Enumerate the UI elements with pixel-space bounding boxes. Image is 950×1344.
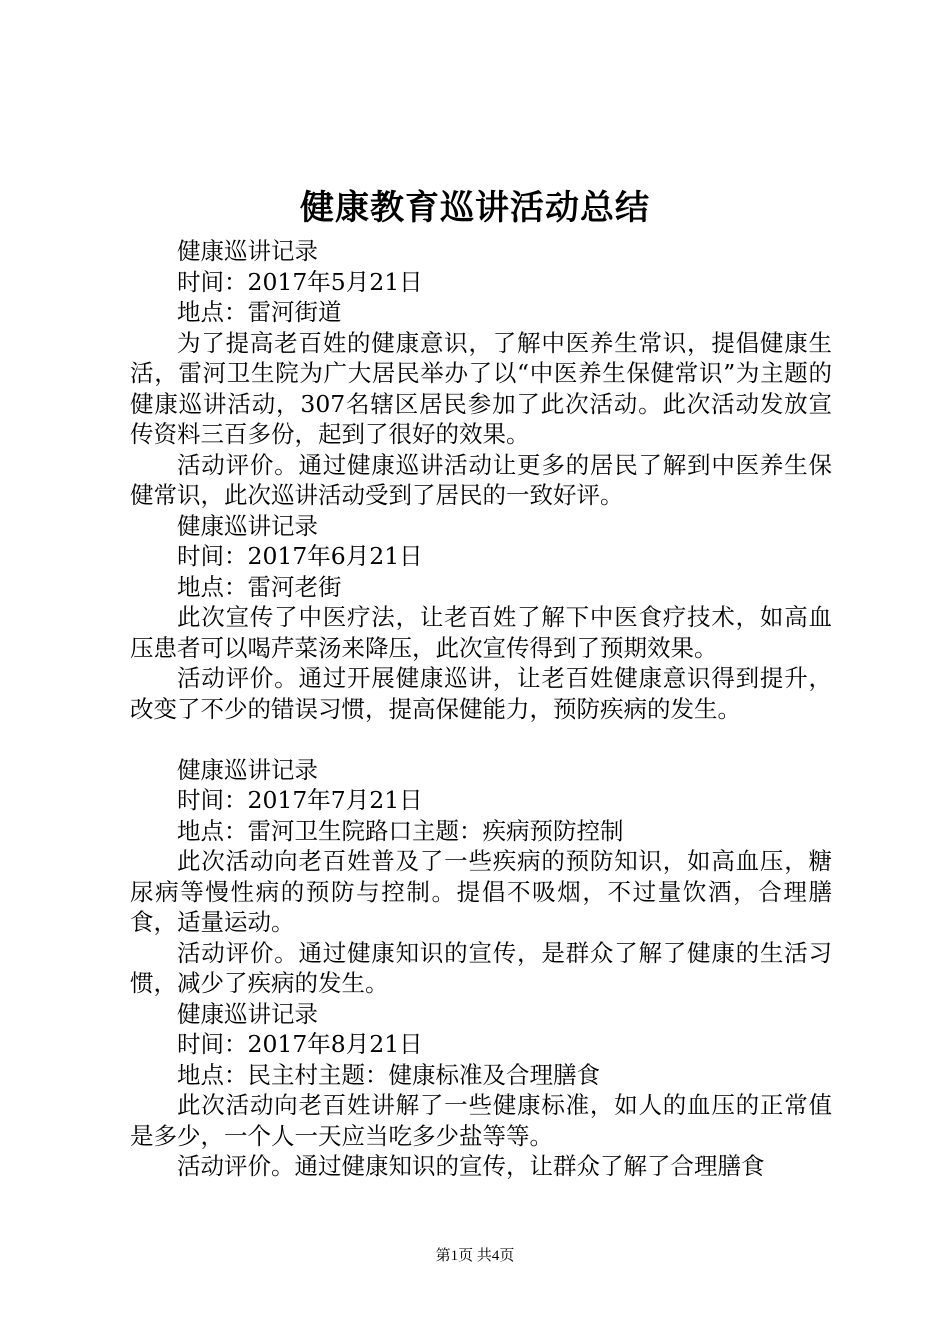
record-heading: 健康巡讲记录: [177, 511, 318, 540]
record-evaluation: 活动评价。通过健康巡讲活动让更多的居民了解到中医养生保健常识，此次巡讲活动受到了居民的一致好评。: [130, 450, 832, 509]
document-title: 健康教育巡讲活动总结: [300, 188, 650, 228]
record-location: 地点：雷河卫生院路口主题：疾病预防控制: [177, 816, 624, 845]
document-body: [130, 236, 832, 1182]
record-time: 时间：2017年7月21日: [177, 786, 423, 814]
record-description: 此次宣传了中医疗法，让老百姓了解下中医食疗技术，如高血压患者可以喝芹菜汤来降压，此次宣传得到了预期效果。: [130, 603, 832, 662]
record-location: 地点：雷河街道: [177, 298, 342, 326]
record-evaluation: 活动评价。通过健康知识的宣传，是群众了解了健康的生活习惯，减少了疾病的发生。: [130, 938, 832, 997]
record-heading: 健康巡讲记录: [177, 999, 318, 1028]
record-evaluation: 活动评价。通过健康知识的宣传，让群众了解了合理膳食: [177, 1152, 765, 1180]
record-time: 时间：2017年8月21日: [177, 1030, 423, 1058]
record-location: 地点：雷河老街: [177, 572, 342, 601]
record-description: 此次活动向老百姓普及了一些疾病的预防知识，如高血压，糖尿病等慢性病的预防与控制。提倡不吸烟，不过量饮酒，合理膳食，适量运动。: [130, 847, 832, 936]
record-description: 为了提高老百姓的健康意识，了解中医养生常识，提倡健康生活，雷河卫生院为广大居民举办了以“中医养生保健常识”为主题的健康巡讲活动，307名辖区居民参加了此次活动。此次活动发放宣传资料三百多份，起到了很好的效果。: [130, 328, 832, 448]
record-location: 地点：民主村主题：健康标准及合理膳食: [177, 1060, 600, 1089]
record-heading: 健康巡讲记录: [177, 755, 318, 784]
blank-line: [130, 724, 832, 755]
page-footer: 第1页 共4页: [435, 1248, 515, 1264]
record-evaluation: 活动评价。通过开展健康巡讲，让老百姓健康意识得到提升，改变了不少的错误习惯，提高保健能力，预防疾病的发生。: [130, 664, 832, 723]
record-time: 时间：2017年6月21日: [177, 542, 423, 570]
record-description: 此次活动向老百姓讲解了一些健康标准，如人的血压的正常值是多少，一个人一天应当吃多少盐等等。: [130, 1091, 832, 1150]
record-heading: 健康巡讲记录: [177, 237, 318, 265]
record-time: 时间：2017年5月21日: [177, 267, 423, 296]
